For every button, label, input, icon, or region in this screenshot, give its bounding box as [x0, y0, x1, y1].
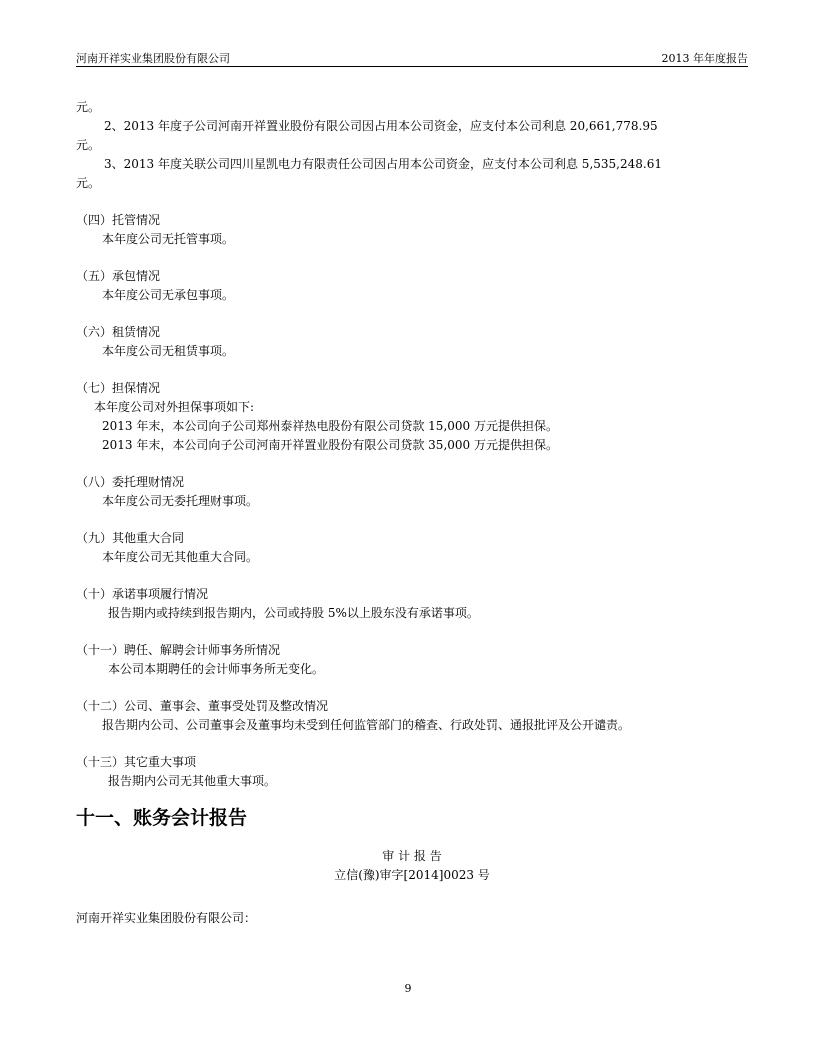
section-5-text: 本年度公司无承包事项。 [102, 288, 235, 302]
section-6-text: 本年度公司无租赁事项。 [102, 344, 235, 358]
section-7-title: （七）担保情况 [76, 381, 161, 395]
section-12-text: 报告期内公司、公司董事会及董事均未受到任何监管部门的稽查、行政处罚、通报批评及公开谴责。 [102, 718, 631, 732]
section-10-title: （十）承诺事项履行情况 [76, 587, 209, 601]
audit-report-title: 审 计 报 告 [382, 849, 442, 863]
section-11-title: （十一）聘任、解聘会计师事务所情况 [76, 643, 281, 657]
interest-item-3-line1 [76, 155, 748, 174]
report-addressee: 河南开祥实业集团股份有限公司： [76, 911, 257, 925]
page-content [76, 98, 748, 928]
continuation-line: 元。 [76, 100, 101, 114]
section-5-title: （五）承包情况 [76, 269, 161, 283]
chapter-heading: 十一、账务会计报告 [76, 807, 248, 829]
guarantee-item-2: 2013 年末，本公司向子公司河南开祥置业股份有限公司贷款 35,000 万元提供担保。 [102, 438, 558, 452]
section-7-text: 本年度公司对外担保事项如下: [94, 400, 255, 414]
interest-item-2-text: 2、2013 年度子公司河南开祥置业股份有限公司因占用本公司资金，应支付本公司利息 20,661,778.95 [104, 119, 658, 133]
audit-report-number: 立信(豫)审字[2014]0023 号 [334, 868, 490, 882]
interest-item-2-line2: 元。 [76, 138, 101, 152]
section-8-title: （八）委托理财情况 [76, 475, 185, 489]
page-number: 9 [404, 982, 412, 995]
section-6-title: （六）租赁情况 [76, 325, 161, 339]
header-rule [76, 66, 748, 67]
section-9-title: （九）其他重大合同 [76, 531, 185, 545]
section-13-text: 报告期内公司无其他重大事项。 [108, 774, 277, 788]
section-12-title: （十二）公司、董事会、董事受处罚及整改情况 [76, 699, 329, 713]
section-4-title: （四）托管情况 [76, 213, 161, 227]
section-10-text: 报告期内或持续到报告期内，公司或持股 5%以上股东没有承诺事项。 [108, 606, 479, 620]
guarantee-item-1: 2013 年末，本公司向子公司郑州泰祥热电股份有限公司贷款 15,000 万元提供担保。 [102, 419, 558, 433]
header-report-title: 2013 年年度报告 [661, 52, 748, 65]
section-11-text: 本公司本期聘任的会计师事务所无变化。 [108, 662, 325, 676]
interest-item-2-line1 [76, 117, 748, 136]
interest-item-3-line2: 元。 [76, 176, 101, 190]
header-company-name: 河南开祥实业集团股份有限公司 [76, 52, 230, 65]
section-9-text: 本年度公司无其他重大合同。 [102, 550, 259, 564]
page-header [76, 50, 748, 66]
interest-item-3-text: 3、2013 年度关联公司四川星凯电力有限责任公司因占用本公司资金，应支付本公司利息 5,535,248.61 [104, 157, 662, 171]
section-8-text: 本年度公司无委托理财事项。 [102, 494, 259, 508]
section-4-text: 本年度公司无托管事项。 [102, 232, 235, 246]
section-13-title: （十三）其它重大事项 [76, 755, 197, 769]
